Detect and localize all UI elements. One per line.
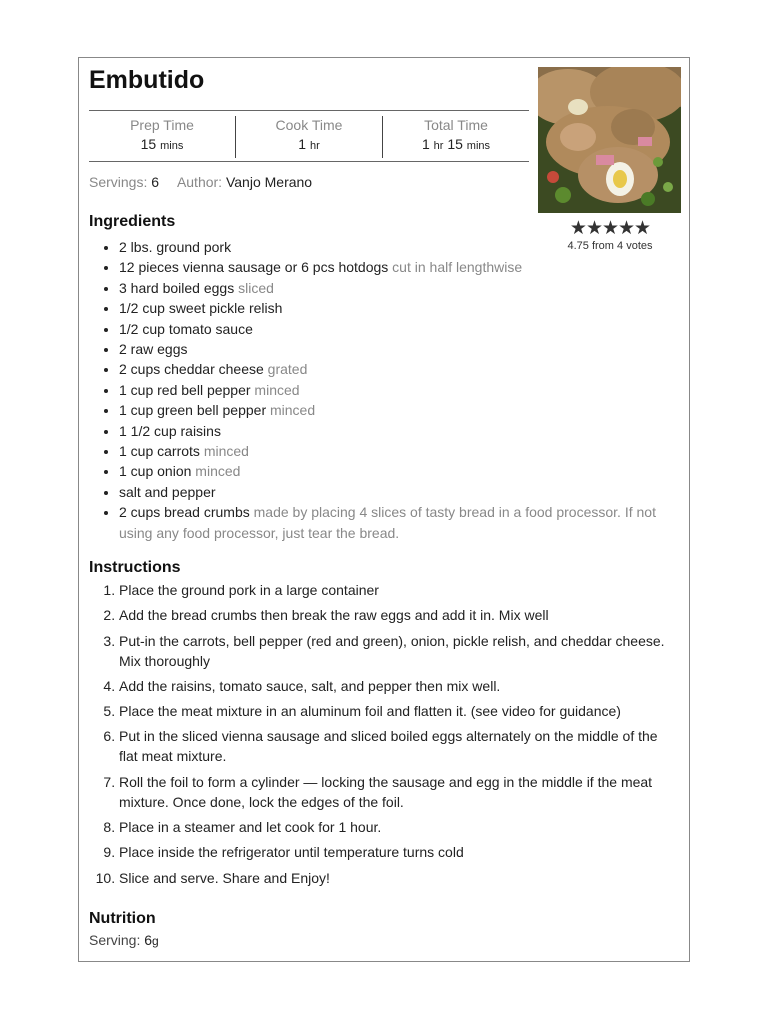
nutrition-serving-value: 6 bbox=[144, 932, 153, 948]
nutrition-serving bbox=[89, 932, 159, 948]
total-time-hours-unit: hr bbox=[433, 140, 444, 152]
total-time-hours: 1 bbox=[421, 136, 430, 152]
ingredient-item bbox=[119, 319, 679, 339]
instruction-step: 10. Slice and serve. Share and Enjoy! bbox=[119, 868, 679, 888]
servings-value: 6 bbox=[151, 174, 160, 190]
ingredients-heading: Ingredients bbox=[89, 213, 176, 230]
recipe-title: Embutido bbox=[89, 66, 205, 94]
ingredient-name: 2 cups bread crumbs bbox=[119, 504, 250, 521]
ingredient-name: 1/2 cup sweet pickle relish bbox=[119, 300, 283, 317]
prep-time-unit: mins bbox=[160, 140, 184, 152]
cook-time-unit: hr bbox=[309, 140, 320, 152]
total-time bbox=[382, 116, 529, 158]
ingredient-note: minced bbox=[250, 381, 300, 398]
prep-time-label: Prep Time bbox=[130, 117, 194, 133]
ingredient-item bbox=[119, 502, 679, 543]
author-label: Author: bbox=[176, 174, 223, 190]
instructions-heading: Instructions bbox=[89, 559, 181, 576]
instruction-step: 4. Add the raisins, tomato sauce, salt, and pepper then mix well. bbox=[119, 676, 679, 696]
ingredient-note: minced bbox=[199, 443, 249, 460]
ingredient-name: 1 1/2 cup raisins bbox=[119, 422, 221, 439]
divider-top bbox=[89, 110, 529, 111]
ingredient-item bbox=[119, 400, 679, 420]
instruction-step: 9. Place inside the refrigerator until temperature turns cold bbox=[119, 842, 679, 862]
cook-time-value: 1 bbox=[298, 136, 307, 152]
ingredient-note: minced bbox=[266, 402, 316, 419]
cook-time-label: Cook Time bbox=[275, 117, 343, 133]
ingredient-item bbox=[119, 237, 679, 257]
ingredient-item bbox=[119, 298, 679, 318]
nutrition-heading: Nutrition bbox=[89, 910, 156, 927]
ingredient-name: 1 cup green bell pepper bbox=[119, 402, 267, 419]
author-name[interactable]: Vanjo Merano bbox=[225, 174, 313, 190]
ingredient-name: 2 cups cheddar cheese bbox=[119, 361, 264, 378]
ingredient-note: cut in half lengthwise bbox=[388, 259, 523, 276]
instruction-step: 6. Put in the sliced vienna sausage and sliced boiled eggs alternately on the middle of the flat meat mixture. bbox=[119, 726, 679, 766]
cook-time bbox=[235, 116, 382, 158]
instruction-step: 8. Place in a steamer and let cook for 1 hour. bbox=[119, 817, 679, 837]
ingredient-name: 1 cup carrots bbox=[119, 443, 200, 460]
instruction-step: 5. Place the meat mixture in an aluminum foil and flatten it. (see video for guidance) bbox=[119, 701, 679, 721]
instruction-step: 1. Place the ground pork in a large container bbox=[119, 580, 679, 600]
instruction-step: 2. Add the bread crumbs then break the raw eggs and add it in. Mix well bbox=[119, 605, 679, 625]
ingredient-item bbox=[119, 380, 679, 400]
ingredient-note: grated bbox=[263, 361, 308, 378]
ingredient-name: 3 hard boiled eggs bbox=[119, 279, 235, 296]
ingredient-item bbox=[119, 482, 679, 502]
recipe-meta bbox=[89, 174, 312, 190]
embutido-photo-image bbox=[538, 67, 681, 213]
ingredient-item bbox=[119, 421, 679, 441]
ingredient-name: 2 raw eggs bbox=[119, 341, 188, 358]
ingredient-item bbox=[119, 257, 679, 277]
recipe-card bbox=[78, 57, 690, 962]
ingredient-name: salt and pepper bbox=[119, 483, 216, 500]
ingredient-name: 1 cup red bell pepper bbox=[119, 381, 251, 398]
rating-votes: 4.75 from 4 votes bbox=[567, 240, 653, 252]
ingredient-item bbox=[119, 278, 679, 298]
total-time-label: Total Time bbox=[424, 117, 488, 133]
nutrition-serving-unit: g bbox=[152, 934, 159, 948]
ingredient-item bbox=[119, 339, 679, 359]
ingredient-note: sliced bbox=[234, 279, 274, 296]
recipe-times bbox=[89, 116, 529, 158]
total-time-minutes-unit: mins bbox=[466, 140, 491, 152]
total-time-minutes: 15 bbox=[447, 136, 463, 152]
ingredient-note: minced bbox=[191, 463, 241, 480]
prep-time bbox=[89, 116, 235, 158]
instructions-list bbox=[89, 580, 679, 893]
divider-bottom bbox=[89, 161, 529, 162]
servings-label: Servings: bbox=[89, 174, 148, 190]
prep-time-value: 15 bbox=[140, 136, 157, 152]
ingredient-name: 12 pieces vienna sausage or 6 pcs hotdogs bbox=[119, 259, 389, 276]
ingredient-name: 2 lbs. ground pork bbox=[119, 239, 232, 255]
ingredient-item bbox=[119, 441, 679, 461]
nutrition-serving-label: Serving: bbox=[89, 932, 141, 948]
ingredients-list bbox=[89, 237, 679, 543]
ingredient-note: made by placing 4 slices of tasty bread in a food processor. If not using any food processor, just tear the bread. bbox=[119, 504, 656, 541]
ingredient-name: 1/2 cup tomato sauce bbox=[119, 320, 253, 337]
ingredient-item bbox=[119, 461, 679, 481]
recipe-photo[interactable] bbox=[538, 67, 681, 213]
instruction-step: 3. Put-in the carrots, bell pepper (red and green), onion, pickle relish, and cheddar cheese. Mix thoroughly bbox=[119, 631, 679, 671]
ingredient-item bbox=[119, 359, 679, 379]
ingredient-name: 1 cup onion bbox=[119, 463, 192, 480]
rating-stars-icon[interactable]: ★★★★★ bbox=[569, 218, 651, 239]
instruction-step: 7. Roll the foil to form a cylinder — locking the sausage and egg in the middle if the meat mixture. Once done, lock the edges of the foil. bbox=[119, 772, 679, 812]
